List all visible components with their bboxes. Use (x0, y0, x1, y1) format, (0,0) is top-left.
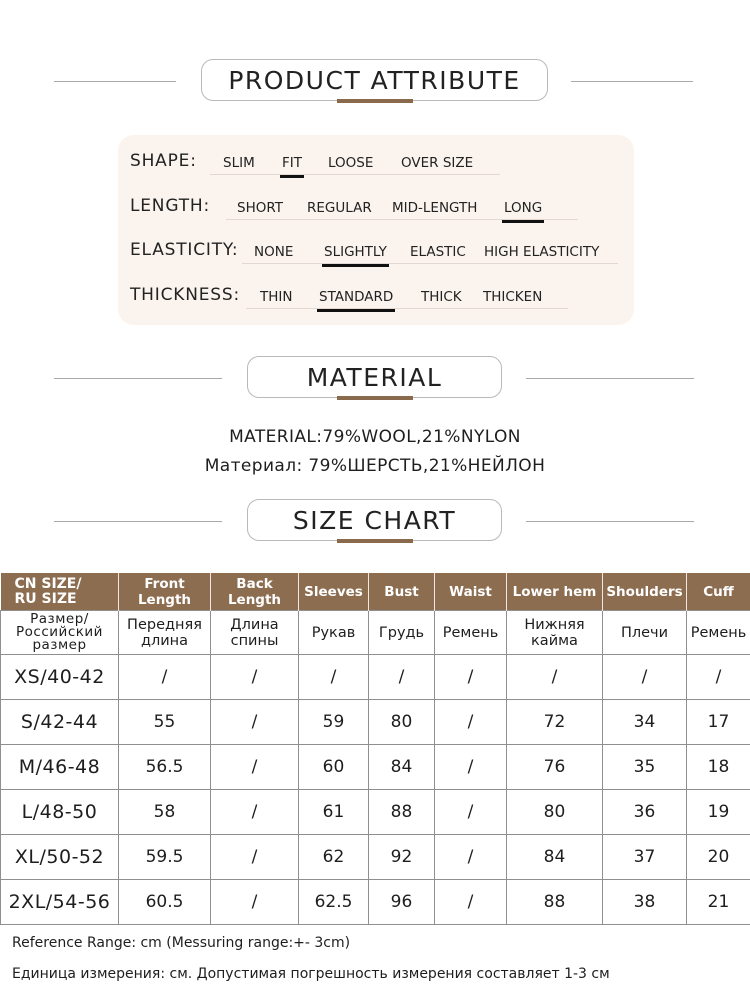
attr-option: THICK (421, 289, 462, 305)
table-cell: 60.5 (119, 880, 211, 925)
table-cell: / (211, 790, 299, 835)
table-cell: 92 (369, 835, 435, 880)
section-title: SIZE CHART (292, 505, 457, 535)
attr-option: THIN (260, 289, 293, 305)
table-cell: 61 (299, 790, 369, 835)
size-table (0, 573, 750, 925)
divider-left (54, 81, 176, 82)
table-cell: 72 (507, 700, 603, 745)
header-cell: Back Length (211, 573, 299, 611)
table-cell: 19 (687, 790, 750, 835)
attribute-panel (118, 135, 634, 325)
attr-row-shape (130, 145, 630, 175)
header-cell: Bust (369, 573, 435, 611)
header-cell-ru: Грудь (369, 611, 435, 655)
header-cell: CN SIZE/ RU SIZE (1, 573, 119, 611)
attr-option-selected: LONG (504, 200, 543, 216)
table-cell: 84 (369, 745, 435, 790)
table-cell: / (369, 655, 435, 700)
attr-label: THICKNESS: (130, 285, 240, 305)
table-cell: / (435, 745, 507, 790)
material-en: MATERIAL:79%WOOL,21%NYLON (229, 427, 521, 447)
table-cell: 80 (507, 790, 603, 835)
attr-option: ELASTIC (410, 244, 466, 260)
table-cell: 59 (299, 700, 369, 745)
table-cell: 60 (299, 745, 369, 790)
size-chart-header (0, 499, 750, 545)
attr-option: REGULAR (307, 200, 372, 216)
material-ru: Материал: 79%ШЕРСТЬ,21%НЕЙЛОН (204, 456, 546, 476)
table-cell: 36 (603, 790, 687, 835)
table-row (1, 790, 750, 835)
divider-right (571, 81, 693, 82)
table-cell: 55 (119, 700, 211, 745)
table-cell: 96 (369, 880, 435, 925)
attr-label: LENGTH: (130, 196, 210, 216)
header-cell-ru: Ремень (435, 611, 507, 655)
attr-label: ELASTICITY: (130, 240, 239, 260)
table-cell: / (687, 655, 750, 700)
attr-option-selected: SLIGHTLY (324, 244, 387, 260)
attr-option: SLIM (223, 155, 255, 171)
size-cell: XL/50-52 (1, 835, 119, 880)
table-cell: 58 (119, 790, 211, 835)
table-cell: 18 (687, 745, 750, 790)
attr-option-selected: STANDARD (319, 289, 394, 305)
table-cell: / (211, 835, 299, 880)
section-title-box (247, 356, 502, 398)
table-cell: / (211, 655, 299, 700)
note-ru: Единица измерения: см. Допустимая погрешность измерения составляет 1-3 см (12, 966, 610, 982)
attr-option: THICKEN (483, 289, 543, 305)
divider-left (54, 378, 222, 379)
attr-row-length (130, 190, 630, 220)
header-cell: Front Length (119, 573, 211, 611)
table-cell: 20 (687, 835, 750, 880)
table-cell: 17 (687, 700, 750, 745)
section-title: MATERIAL (306, 362, 443, 392)
divider-left (54, 521, 222, 522)
header-cell-ru: Длина спины (211, 611, 299, 655)
table-cell: 62 (299, 835, 369, 880)
table-cell: 34 (603, 700, 687, 745)
table-cell: / (211, 745, 299, 790)
table-cell: / (435, 880, 507, 925)
header-cell-ru: Нижняя кайма (507, 611, 603, 655)
attr-row-elasticity (130, 234, 630, 264)
size-cell: 2XL/54-56 (1, 880, 119, 925)
attr-option-selected: FIT (282, 155, 302, 171)
attr-option: MID-LENGTH (392, 200, 478, 216)
header-cell: Lower hem (507, 573, 603, 611)
header-cell: Waist (435, 573, 507, 611)
table-cell: / (211, 700, 299, 745)
size-cell: XS/40-42 (1, 655, 119, 700)
section-title-box (247, 499, 502, 541)
attr-option: LOOSE (328, 155, 374, 171)
attr-underline (246, 308, 568, 309)
header-cell: Shoulders (603, 573, 687, 611)
attr-option: OVER SIZE (401, 155, 474, 171)
section-title-box (201, 59, 548, 101)
table-cell: 56.5 (119, 745, 211, 790)
table-row (1, 700, 750, 745)
header-cell-ru: Плечи (603, 611, 687, 655)
table-cell: / (435, 655, 507, 700)
table-cell: / (435, 835, 507, 880)
attr-option: SHORT (237, 200, 283, 216)
table-cell: / (299, 655, 369, 700)
table-row (1, 745, 750, 790)
table-cell: / (435, 790, 507, 835)
table-cell: 84 (507, 835, 603, 880)
attr-row-thickness (130, 279, 630, 309)
table-row (1, 880, 750, 925)
header-row-ru (1, 611, 750, 655)
table-row (1, 835, 750, 880)
divider-right (526, 521, 694, 522)
size-cell: L/48-50 (1, 790, 119, 835)
product-attribute-header (0, 59, 750, 105)
header-cell-ru: Передняя длина (119, 611, 211, 655)
table-cell: 88 (507, 880, 603, 925)
section-title: PRODUCT ATTRIBUTE (228, 65, 521, 95)
attr-underline (210, 174, 500, 175)
note-en: Reference Range: cm (Messuring range:+- 3cm) (12, 935, 351, 951)
header-cell-ru: Рукав (299, 611, 369, 655)
table-cell: 38 (603, 880, 687, 925)
header-cell-ru: Ремень (687, 611, 750, 655)
table-cell: 35 (603, 745, 687, 790)
size-cell: M/46-48 (1, 745, 119, 790)
table-cell: 37 (603, 835, 687, 880)
table-cell: / (603, 655, 687, 700)
table-cell: 80 (369, 700, 435, 745)
size-cell: S/42-44 (1, 700, 119, 745)
header-cell-ru: Размер/ Российский размер (1, 611, 119, 655)
table-cell: 62.5 (299, 880, 369, 925)
table-cell: 21 (687, 880, 750, 925)
table-cell: 76 (507, 745, 603, 790)
attr-underline (242, 263, 618, 264)
title-accent-bar (337, 539, 413, 543)
attr-option: HIGH ELASTICITY (484, 244, 600, 260)
table-cell: / (435, 700, 507, 745)
attr-option: NONE (254, 244, 294, 260)
table-cell: 59.5 (119, 835, 211, 880)
divider-right (526, 378, 694, 379)
header-row-en (1, 573, 750, 611)
attr-label: SHAPE: (130, 151, 197, 171)
header-cell: Sleeves (299, 573, 369, 611)
table-cell: / (119, 655, 211, 700)
material-header (0, 356, 750, 402)
table-cell: / (507, 655, 603, 700)
title-accent-bar (337, 396, 413, 400)
table-cell: 88 (369, 790, 435, 835)
header-cell: Cuff (687, 573, 750, 611)
title-accent-bar (337, 99, 413, 103)
table-row (1, 655, 750, 700)
table-cell: / (211, 880, 299, 925)
